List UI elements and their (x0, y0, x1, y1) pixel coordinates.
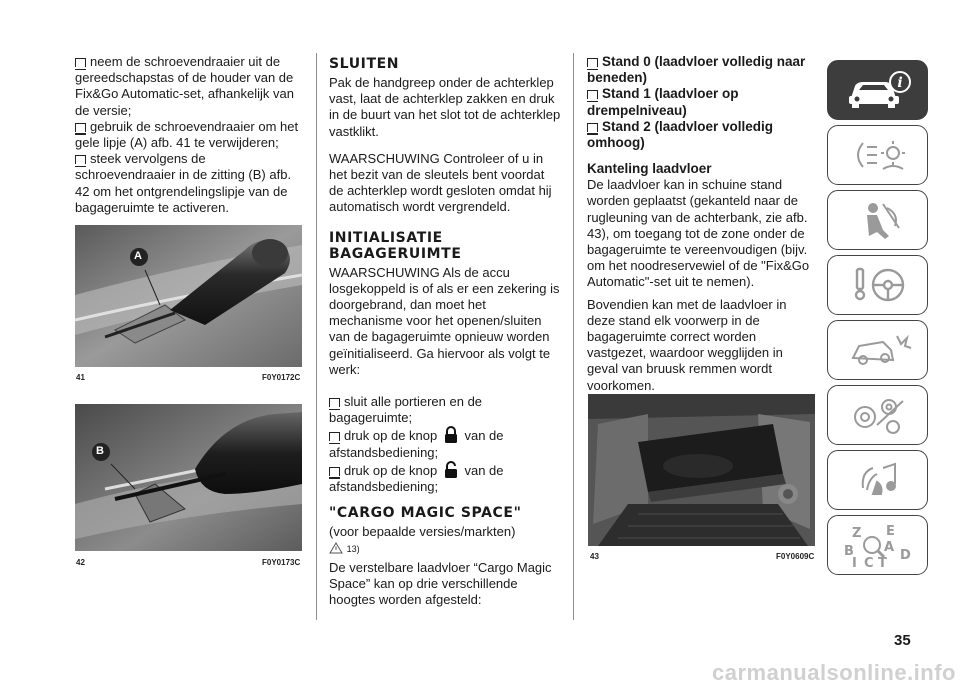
bullet-item: sluit alle portieren en de bagageruimte; (329, 394, 483, 426)
bullet-item: druk op de knop van de afstandsbediening; (329, 462, 504, 495)
column-divider (316, 53, 317, 620)
tab-index[interactable] (827, 515, 928, 575)
heading-sluiten: SLUITEN (329, 56, 400, 72)
figure-43 (588, 394, 815, 546)
watermark: carmanualsonline.info (712, 660, 956, 685)
heading-cargo-magic-space: "CARGO MAGIC SPACE" (329, 505, 522, 522)
paragraph-cargo-note: (voor bepaalde versies/markten) (329, 524, 516, 540)
fig43-code: F0Y0609C (776, 552, 815, 561)
callout-a: A (134, 250, 142, 262)
car-info-icon (843, 70, 913, 110)
index-icon (838, 521, 918, 569)
index-letter: C (863, 556, 874, 569)
callout-b: B (96, 445, 104, 457)
figure-43-illustration (588, 394, 815, 546)
checkbox-bullet-icon (75, 155, 86, 164)
tab-car-info[interactable] (827, 60, 928, 120)
page-number: 35 (894, 632, 911, 649)
paragraph-initialisatie: WAARSCHUWING Als de accu losgekoppeld is of als er een zekering is doorgebrand, dan moet het mechanisme voor het openen/sluiten van de bagageruimte opnieuw worden geïnitialiseerd. Ga hiervoor als volgt te werk: (329, 264, 560, 377)
checkbox-bullet-icon (587, 58, 598, 67)
checkbox-bullet-icon (329, 467, 340, 476)
fig41-code: F0Y0172C (262, 373, 301, 382)
figure-42 (75, 404, 302, 551)
column-divider (573, 53, 574, 620)
heading-initialisatie: INITIALISATIE BAGAGERUIMTE (329, 229, 462, 262)
column-3 (587, 54, 817, 405)
tab-airbag[interactable] (827, 190, 928, 250)
paragraph-kanteling-2: Bovendien kan met de laadvloer in deze stand elk voorwerp in de bagageruimte correct worden vastgezet, waardoor wegglijden in geval van bruusk remmen wordt voorkomen. (587, 296, 787, 393)
lights-icon (843, 133, 913, 177)
bullet-item: neem de schroevendraaier uit de gereedschapstas of de houder van de Fix&Go Automatic-set, afhankelijk van de versie; (75, 54, 294, 118)
column-1 (75, 54, 301, 216)
multimedia-icon (843, 458, 913, 502)
index-letter: D (899, 548, 911, 563)
checkbox-bullet-icon (329, 432, 340, 441)
checkbox-bullet-icon (75, 123, 86, 132)
tab-maintenance[interactable] (827, 385, 928, 445)
index-letter: E (885, 524, 895, 539)
column-2 (329, 54, 561, 619)
fig43-number: 43 (590, 552, 599, 561)
tab-lights[interactable] (827, 125, 928, 185)
checkbox-bullet-icon (587, 90, 598, 99)
checkbox-bullet-icon (587, 123, 598, 132)
fig42-number: 42 (76, 558, 85, 567)
paragraph-kanteling-1: De laadvloer kan in schuine stand worden geplaatst (gekanteld naar de rugleuning van de achterbank, zie afb. 43), om toegang tot de zone onder de bagageruimte te vereenvoudigen (bijv. om het noodreservewiel of de "Fix&Go Automatic"-set uit te nemen). (587, 177, 810, 290)
figure-41 (75, 225, 302, 367)
index-letter: B (843, 544, 854, 559)
lock-closed-icon (443, 426, 459, 444)
heading-kanteling: Kanteling laadvloer (587, 161, 712, 177)
tab-steering[interactable] (827, 255, 928, 315)
warning-reference: 13) (329, 541, 561, 557)
index-letter: T (877, 556, 887, 569)
maintenance-icon (843, 393, 913, 437)
tab-accident[interactable] (827, 320, 928, 380)
tab-multimedia[interactable] (827, 450, 928, 510)
checkbox-bullet-icon (329, 398, 340, 407)
bullet-item: steek vervolgens de schroevendraaier in de zitting (B) afb. 42 om het ontgrendelingslipje van de bagageruimte te activeren. (75, 151, 292, 215)
lock-open-icon (443, 461, 459, 479)
index-letter: A (883, 540, 894, 555)
bullet-item: druk op de knop van de afstandsbediening; (329, 428, 504, 460)
paragraph-cargo: De verstelbare laadvloer “Cargo Magic Space” kan op drie verschillende hoogtes worden afgesteld: (329, 559, 552, 608)
bullet-item: gebruik de schroevendraaier om het gele lipje (A) afb. 41 te verwijderen; (75, 118, 299, 151)
figure-41-illustration (75, 225, 302, 367)
index-letter: I (851, 556, 857, 569)
paragraph-sluiten: Pak de handgreep onder de achterklep vast, laat de achterklep zakken en druk in de buurt van het slot tot de achterklep vastklikt. (329, 75, 561, 139)
checkbox-bullet-icon (75, 58, 86, 67)
chapter-tabs (827, 60, 928, 580)
stand-item: Stand 0 (laadvloer volledig naar beneden) (587, 54, 806, 86)
warning-triangle-icon (329, 542, 343, 554)
fig41-number: 41 (76, 373, 85, 382)
steering-icon (843, 263, 913, 307)
index-letter: Z (851, 526, 861, 541)
accident-icon (843, 328, 913, 372)
svg-text:i: i (896, 75, 903, 91)
stand-item: Stand 2 (laadvloer volledig omhoog) (587, 118, 774, 151)
figure-42-illustration (75, 404, 302, 551)
airbag-icon (843, 198, 913, 242)
fig42-code: F0Y0173C (262, 558, 301, 567)
paragraph-warning-keys: WAARSCHUWING Controleer of u in het bezit van de sleutels bent voordat de achterklep wordt gesloten omdat hij automatisch wordt vergrendeld. (329, 150, 552, 215)
stand-item: Stand 1 (laadvloer op drempelniveau) (587, 86, 739, 118)
